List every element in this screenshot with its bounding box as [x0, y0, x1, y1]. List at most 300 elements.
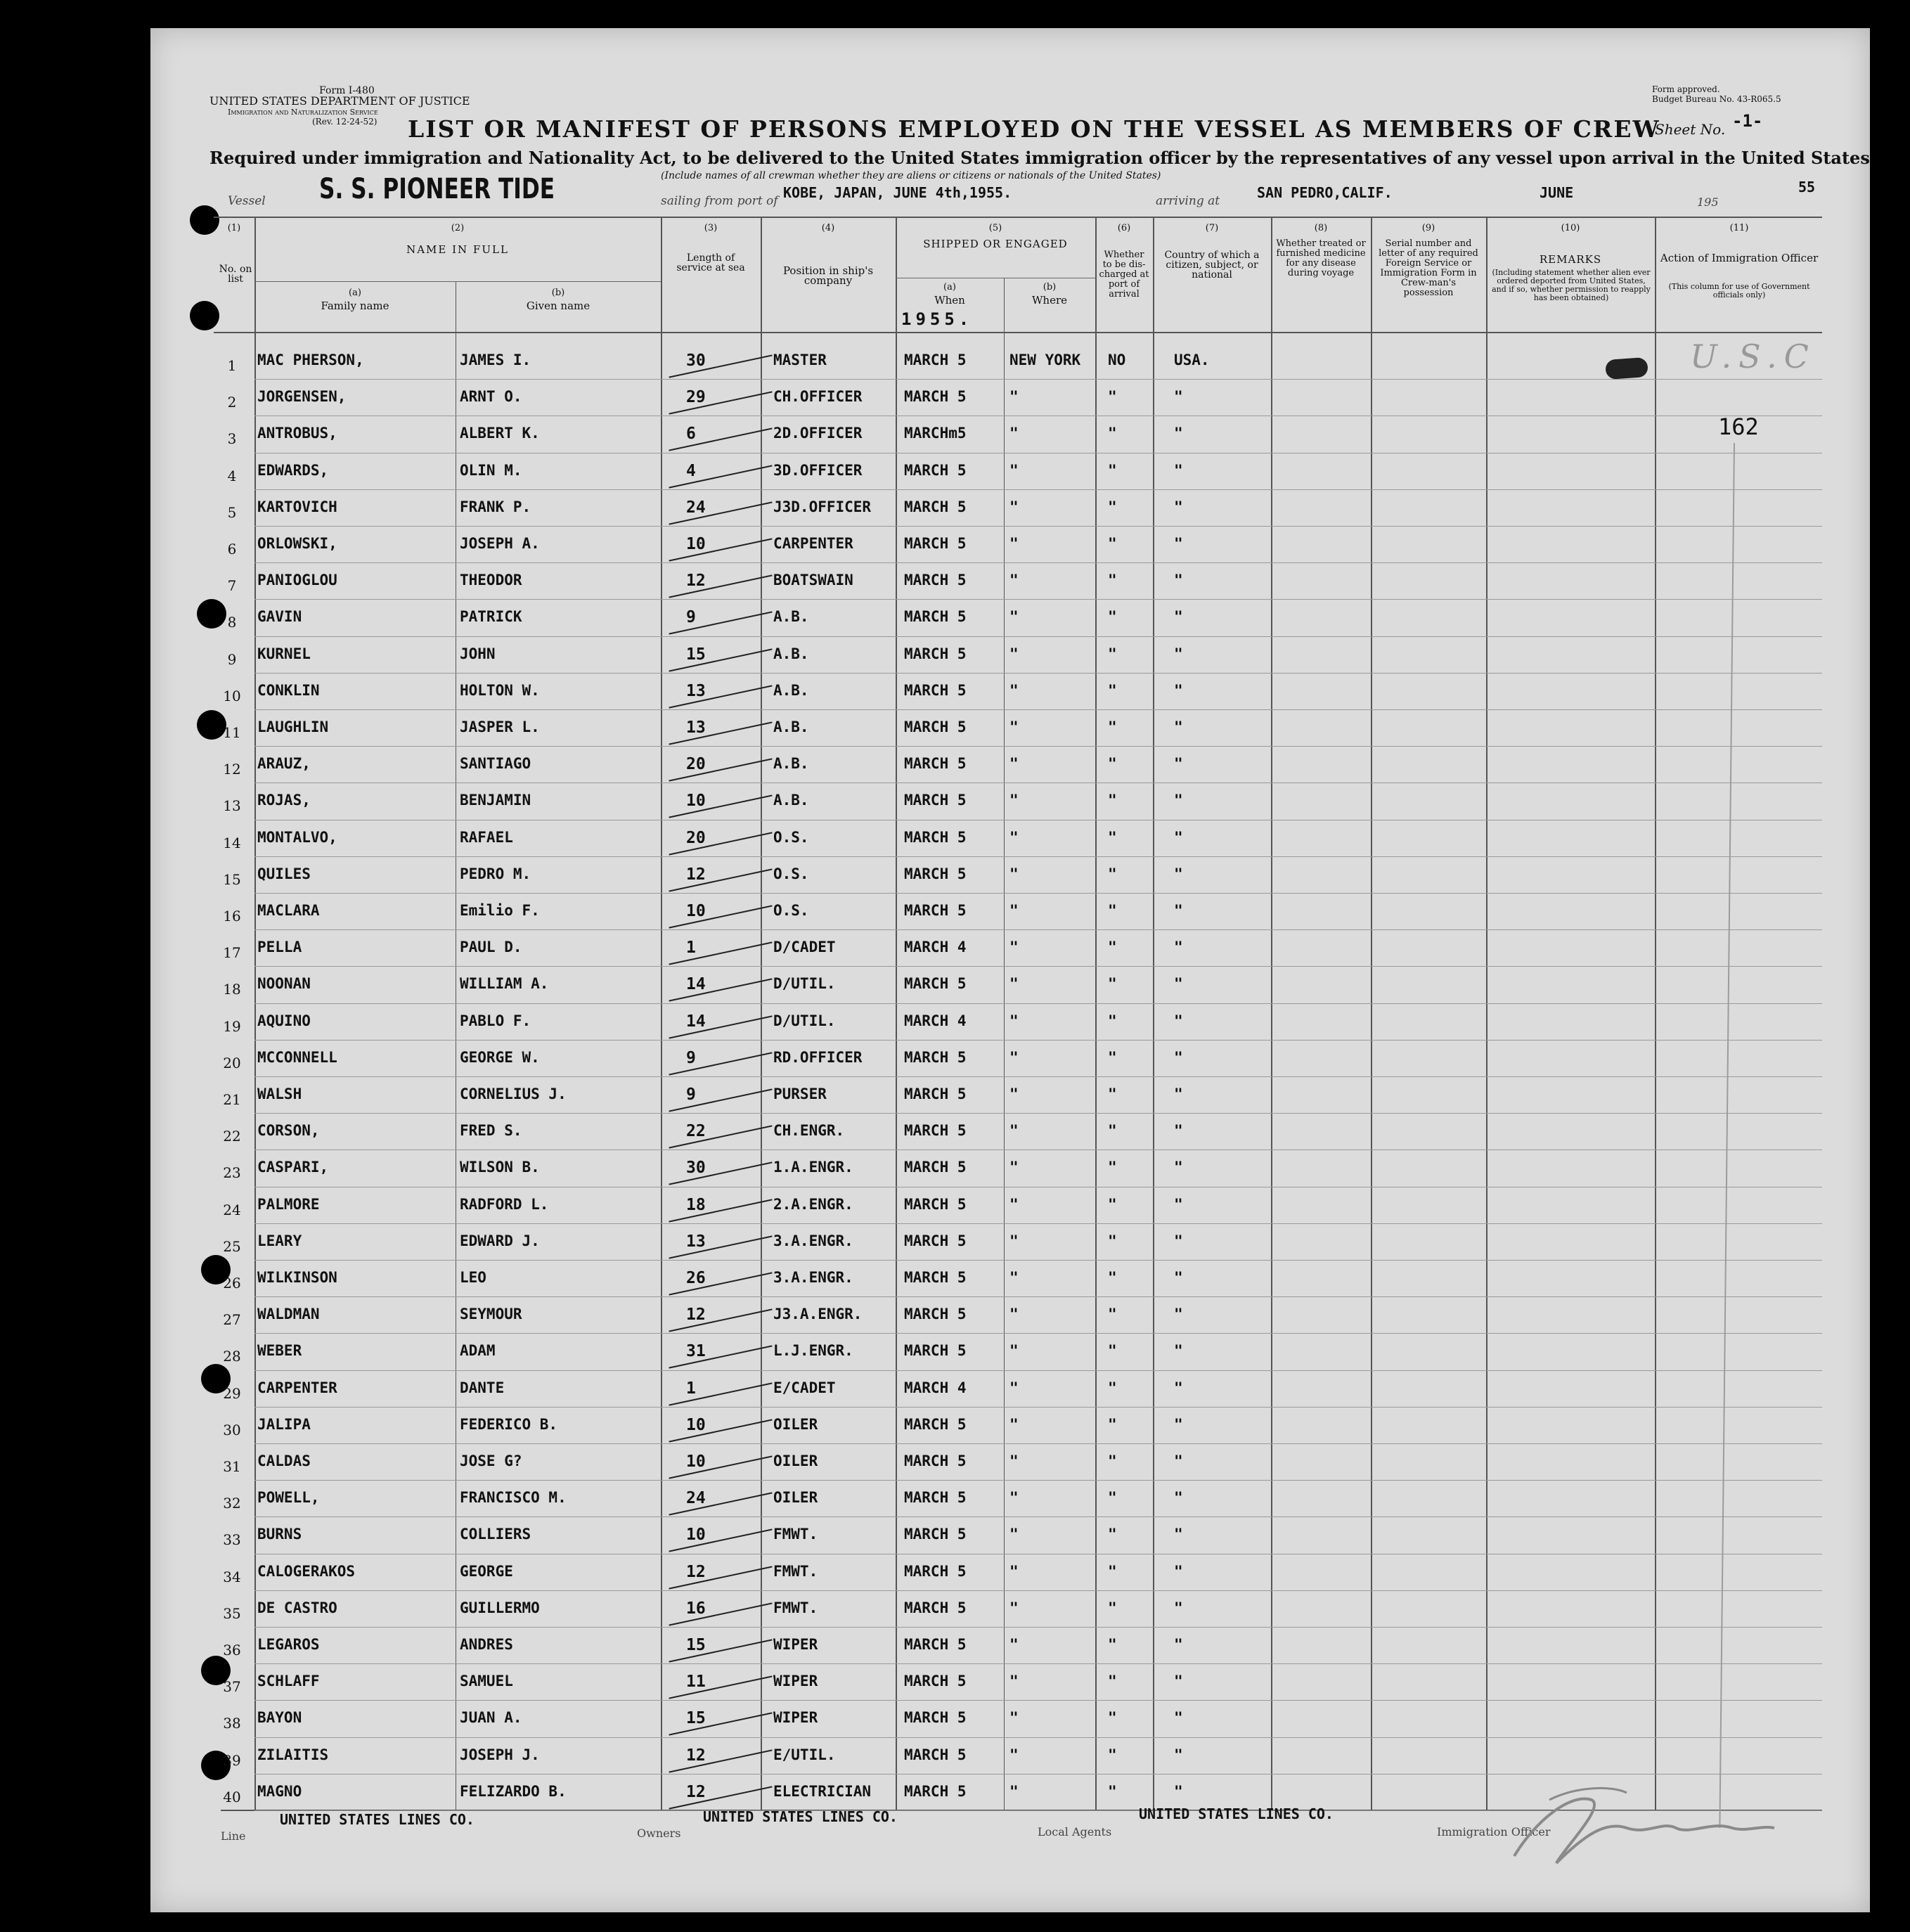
family-name-cell: MACLARA — [257, 902, 320, 919]
row-number: 26 — [223, 1275, 241, 1292]
length-cell: 10 — [686, 1526, 706, 1545]
row-number: 13 — [223, 797, 241, 815]
row-number: 22 — [223, 1128, 241, 1145]
country-cell: " — [1174, 388, 1183, 406]
family-name-cell: WILKINSON — [257, 1269, 337, 1286]
position-cell: OILER — [773, 1453, 818, 1469]
country-cell: " — [1174, 1195, 1183, 1213]
position-cell: D/CADET — [773, 939, 836, 956]
when-cell: MARCH 5 — [904, 1709, 967, 1727]
col-header-action: Action of Immigration Officer — [1660, 252, 1819, 264]
discharged-cell: " — [1108, 1746, 1117, 1763]
where-cell: " — [1009, 792, 1019, 809]
when-cell: MARCH 5 — [904, 1048, 967, 1066]
col-header-given-b: (b) — [551, 288, 565, 298]
department: UNITED STATES DEPARTMENT OF JUSTICE — [209, 94, 470, 108]
row-number: 15 — [223, 870, 241, 888]
position-cell: A.B. — [773, 719, 809, 735]
length-cell: 4 — [686, 461, 696, 480]
service: Immigration and Naturalization Service — [228, 108, 378, 117]
when-cell: MARCH 5 — [904, 1453, 967, 1469]
country-cell: " — [1174, 1269, 1183, 1286]
col-header-7: (7) — [1205, 223, 1219, 233]
col-header-position: Position in ship's company — [782, 264, 874, 287]
row-number: 12 — [223, 761, 241, 778]
when-cell: MARCH 5 — [904, 388, 967, 406]
given-name-cell: JOSEPH J. — [460, 1746, 540, 1763]
given-name-cell: WILSON B. — [460, 1159, 540, 1176]
when-cell: MARCH 5 — [904, 1195, 967, 1213]
ink-blot — [1605, 357, 1648, 380]
row-number: 30 — [223, 1421, 241, 1438]
length-cell: 12 — [686, 1306, 706, 1325]
row-number: 28 — [223, 1348, 241, 1365]
discharged-cell: " — [1108, 828, 1117, 846]
given-name-cell: FRANK P. — [460, 498, 531, 515]
tick-mark — [669, 1529, 772, 1552]
table-row — [150, 1738, 1870, 1775]
position-cell: FMWT. — [773, 1526, 818, 1543]
family-name-cell: MCCONNELL — [257, 1048, 337, 1066]
discharged-cell: " — [1108, 939, 1117, 956]
table-row — [150, 1077, 1870, 1114]
row-number: 1 — [227, 357, 237, 374]
given-name-cell: PAUL D. — [460, 939, 522, 956]
country-cell: " — [1174, 645, 1183, 662]
when-cell: MARCH 5 — [904, 1306, 967, 1323]
position-cell: MASTER — [773, 352, 827, 368]
where-cell: " — [1009, 1122, 1019, 1140]
tick-mark — [669, 428, 772, 451]
row-number: 17 — [223, 944, 241, 962]
when-cell: MARCH 5 — [904, 645, 967, 662]
discharged-cell: " — [1108, 1709, 1117, 1727]
officer-signature — [1486, 1779, 1781, 1870]
country-cell: " — [1174, 1489, 1183, 1507]
tick-mark — [669, 1052, 772, 1075]
table-row — [150, 1041, 1870, 1077]
when-cell: MARCH 5 — [904, 975, 967, 993]
when-cell: MARCH 5 — [904, 1636, 967, 1653]
table-row — [150, 1591, 1870, 1628]
tick-mark — [669, 575, 772, 598]
position-cell: O.S. — [773, 865, 809, 882]
tick-mark — [669, 1199, 772, 1222]
family-name-cell: CONKLIN — [257, 681, 320, 699]
discharged-cell: " — [1108, 1159, 1117, 1176]
family-name-cell: ANTROBUS, — [257, 425, 337, 442]
where-cell: " — [1009, 1599, 1019, 1616]
family-name-cell: GAVIN — [257, 608, 302, 626]
when-cell: MARCH 5 — [904, 535, 967, 552]
length-cell: 9 — [686, 1048, 696, 1067]
position-cell: D/UTIL. — [773, 1012, 836, 1029]
when-cell: MARCH 4 — [904, 1379, 967, 1396]
length-cell: 6 — [686, 425, 696, 444]
tick-mark — [669, 1676, 772, 1699]
family-name-cell: SCHLAFF — [257, 1673, 320, 1690]
length-cell: 1 — [686, 1379, 696, 1398]
form-approved: Form approved. — [1652, 84, 1720, 94]
table-row — [150, 930, 1870, 967]
when-cell: MARCH 5 — [904, 1673, 967, 1690]
where-cell: " — [1009, 461, 1019, 479]
discharged-cell: " — [1108, 498, 1117, 515]
family-name-cell: CALOGERAKOS — [257, 1562, 356, 1580]
family-name-cell: JALIPA — [257, 1415, 311, 1433]
punch-hole — [190, 301, 219, 330]
row-number: 10 — [223, 687, 241, 704]
position-cell: CH.ENGR. — [773, 1122, 845, 1140]
where-cell: " — [1009, 681, 1019, 699]
table-row — [150, 857, 1870, 894]
given-name-cell: BENJAMIN — [460, 792, 531, 809]
country-cell: " — [1174, 1415, 1183, 1433]
length-cell: 22 — [686, 1122, 706, 1141]
table-row — [150, 600, 1870, 636]
tick-mark — [669, 1493, 772, 1516]
where-cell: " — [1009, 1306, 1019, 1323]
position-cell: OILER — [773, 1415, 818, 1433]
row-number: 16 — [223, 908, 241, 925]
given-name-cell: RADFORD L. — [460, 1195, 549, 1213]
family-name-cell: QUILES — [257, 865, 311, 882]
country-cell: " — [1174, 1306, 1183, 1323]
country-cell: " — [1174, 681, 1183, 699]
table-row — [150, 1517, 1870, 1554]
tick-mark — [669, 1419, 772, 1442]
where-cell: " — [1009, 535, 1019, 552]
tick-mark — [669, 1602, 772, 1625]
usc-annotation: U.S.C — [1690, 337, 1816, 375]
given-name-cell: RAFAEL — [460, 828, 513, 846]
position-cell: OILER — [773, 1489, 818, 1507]
table-row — [150, 674, 1870, 710]
where-cell: " — [1009, 1709, 1019, 1727]
where-cell: " — [1009, 1746, 1019, 1763]
given-name-cell: THEODOR — [460, 572, 522, 589]
given-name-cell: WILLIAM A. — [460, 975, 549, 993]
position-cell: A.B. — [773, 755, 809, 773]
table-row — [150, 527, 1870, 563]
include-note: (Include names of all crewman whether they are aliens or citizens or nationals of the United States) — [661, 170, 1161, 181]
country-cell: " — [1174, 939, 1183, 956]
row-number: 5 — [227, 503, 237, 521]
agents-value: UNITED STATES LINES CO. — [1139, 1805, 1334, 1822]
position-cell: A.B. — [773, 645, 809, 662]
position-cell: A.B. — [773, 792, 809, 809]
family-name-cell: WEBER — [257, 1342, 302, 1360]
family-name-cell: ARAUZ, — [257, 755, 311, 773]
where-cell: " — [1009, 388, 1019, 406]
where-cell: " — [1009, 1636, 1019, 1653]
col-header-remarks-note: (Including statement whether alien ever ordered deported from United States, and if so, whether permission to reapply has been obtained) — [1492, 268, 1651, 302]
discharged-cell: " — [1108, 1415, 1117, 1433]
table-row — [150, 1261, 1870, 1297]
family-name-cell: LEARY — [257, 1232, 302, 1249]
row-number: 8 — [227, 614, 237, 631]
length-cell: 11 — [686, 1673, 706, 1692]
col-header-2: (2) — [451, 223, 465, 233]
tick-mark — [669, 465, 772, 488]
discharged-cell: " — [1108, 1012, 1117, 1029]
position-cell: ELECTRICIAN — [773, 1782, 872, 1800]
position-cell: RD.OFFICER — [773, 1048, 863, 1066]
where-cell: " — [1009, 1489, 1019, 1507]
length-cell: 10 — [686, 1453, 706, 1471]
discharged-cell: " — [1108, 902, 1117, 919]
table-row — [150, 783, 1870, 820]
discharged-cell: " — [1108, 572, 1117, 589]
position-cell: J3D.OFFICER — [773, 498, 872, 515]
family-name-cell: PELLA — [257, 939, 302, 956]
owners-value: UNITED STATES LINES CO. — [703, 1808, 898, 1825]
col-header-name: NAME IN FULL — [406, 243, 509, 256]
count-annotation: 162 — [1718, 413, 1759, 440]
where-cell: " — [1009, 498, 1019, 515]
discharged-cell: " — [1108, 608, 1117, 626]
given-name-cell: GEORGE W. — [460, 1048, 540, 1066]
table-top-rule — [214, 217, 1822, 218]
discharged-cell: " — [1108, 1379, 1117, 1396]
col-header-5: (5) — [988, 223, 1002, 233]
agents-label: Local Agents — [1038, 1825, 1112, 1838]
where-cell: " — [1009, 719, 1019, 735]
family-name-cell: JORGENSEN, — [257, 388, 347, 406]
tick-mark — [669, 1786, 772, 1809]
position-cell: E/CADET — [773, 1379, 836, 1396]
country-cell: " — [1174, 461, 1183, 479]
country-cell: " — [1174, 1379, 1183, 1396]
col-header-given: Given name — [526, 300, 591, 312]
officer-label: Immigration Officer — [1437, 1825, 1551, 1838]
when-cell: MARCH 5 — [904, 1122, 967, 1140]
length-cell: 1 — [686, 939, 696, 958]
tick-mark — [669, 501, 772, 524]
where-cell: " — [1009, 1782, 1019, 1800]
budget-bureau: Budget Bureau No. 43-R065.5 — [1652, 94, 1781, 104]
row-number: 14 — [223, 834, 241, 851]
country-cell: " — [1174, 1673, 1183, 1690]
table-row — [150, 1114, 1870, 1150]
position-cell: A.B. — [773, 608, 809, 626]
where-cell: " — [1009, 755, 1019, 773]
discharged-cell: " — [1108, 1599, 1117, 1616]
tick-mark — [669, 612, 772, 635]
tick-mark — [669, 1382, 772, 1405]
given-name-cell: JASPER L. — [460, 719, 540, 735]
when-cell: MARCH 5 — [904, 792, 967, 809]
tick-mark — [669, 759, 772, 782]
tick-mark — [669, 392, 772, 415]
when-cell: MARCH 5 — [904, 1342, 967, 1360]
row-number: 20 — [223, 1054, 241, 1071]
col-header-where-b: (b) — [1043, 282, 1057, 292]
country-cell: " — [1174, 1746, 1183, 1763]
position-cell: WIPER — [773, 1636, 818, 1653]
length-cell: 14 — [686, 975, 706, 994]
family-name-cell: BURNS — [257, 1526, 302, 1543]
col-header-8: (8) — [1314, 223, 1328, 233]
col-header-shipped: SHIPPED OR ENGAGED — [923, 238, 1068, 250]
col-header-1: (1) — [227, 223, 241, 233]
table-row — [150, 1224, 1870, 1261]
given-name-cell: FEDERICO B. — [460, 1415, 558, 1433]
length-cell: 13 — [686, 681, 706, 700]
table-row — [150, 1297, 1870, 1334]
position-cell: 1.A.ENGR. — [773, 1159, 853, 1176]
country-cell: " — [1174, 1636, 1183, 1653]
discharged-cell: NO — [1108, 352, 1126, 368]
position-cell: 2D.OFFICER — [773, 425, 863, 442]
given-name-cell: GUILLERMO — [460, 1599, 540, 1616]
row-number: 27 — [223, 1311, 241, 1329]
when-cell: MARCH 5 — [904, 719, 967, 735]
arriving-label: arriving at — [1156, 194, 1220, 208]
line-label: Line — [221, 1829, 246, 1843]
when-cell: MARCH 5 — [904, 681, 967, 699]
country-cell: " — [1174, 975, 1183, 993]
country-cell: " — [1174, 1526, 1183, 1543]
table-row — [150, 490, 1870, 527]
discharged-cell: " — [1108, 1453, 1117, 1469]
length-cell: 13 — [686, 719, 706, 737]
length-cell: 13 — [686, 1232, 706, 1251]
given-name-cell: JAMES I. — [460, 352, 531, 368]
table-row — [150, 1481, 1870, 1517]
discharged-cell: " — [1108, 1269, 1117, 1286]
when-cell: MARCH 5 — [904, 1562, 967, 1580]
discharged-cell: " — [1108, 792, 1117, 809]
when-cell: MARCH 5 — [904, 828, 967, 846]
sheet-number: -1- — [1732, 111, 1763, 131]
form-title: LIST OR MANIFEST OF PERSONS EMPLOYED ON THE VESSEL AS MEMBERS OF CREW — [408, 115, 1660, 143]
manifest-sheet — [150, 28, 1870, 1912]
given-name-cell: JOSE G? — [460, 1453, 522, 1469]
length-cell: 15 — [686, 1709, 706, 1728]
tick-mark — [669, 1088, 772, 1112]
length-cell: 12 — [686, 1746, 706, 1765]
family-name-cell: DE CASTRO — [257, 1599, 337, 1616]
family-name-cell: BAYON — [257, 1709, 302, 1727]
country-cell: " — [1174, 425, 1183, 442]
col-header-10: (10) — [1561, 223, 1580, 233]
col-header-family: Family name — [321, 300, 389, 312]
where-cell: " — [1009, 1012, 1019, 1029]
given-name-cell: DANTE — [460, 1379, 505, 1396]
when-cell: MARCH 5 — [904, 1782, 967, 1800]
row-number: 4 — [227, 467, 237, 484]
where-cell: " — [1009, 1048, 1019, 1066]
when-cell: MARCHm5 — [904, 425, 967, 442]
row-number: 29 — [223, 1384, 241, 1402]
tick-mark — [669, 1235, 772, 1258]
where-cell: " — [1009, 1526, 1019, 1543]
row-number: 32 — [223, 1495, 241, 1512]
country-cell: USA. — [1174, 352, 1210, 368]
col-header-country: Country of which a citizen, subject, or national — [1164, 250, 1260, 281]
row-number: 6 — [227, 541, 237, 558]
given-name-cell: JOHN — [460, 645, 496, 662]
when-cell: MARCH 5 — [904, 1599, 967, 1616]
table-row — [150, 1371, 1870, 1408]
given-name-cell: JUAN A. — [460, 1709, 522, 1727]
tick-mark — [669, 942, 772, 965]
family-name-cell: KARTOVICH — [257, 498, 337, 515]
discharged-cell: " — [1108, 1526, 1117, 1543]
tick-mark — [669, 1346, 772, 1369]
given-name-cell: SANTIAGO — [460, 755, 531, 773]
country-cell: " — [1174, 1599, 1183, 1616]
discharged-cell: " — [1108, 1673, 1117, 1690]
col-header-length: Length of service at sea — [676, 252, 745, 273]
position-cell: 3D.OFFICER — [773, 461, 863, 479]
year-prefix: 195 — [1697, 195, 1719, 209]
country-cell: " — [1174, 608, 1183, 626]
family-name-cell: WALDMAN — [257, 1306, 320, 1323]
where-cell: " — [1009, 1086, 1019, 1102]
family-name-cell: LAUGHLIN — [257, 719, 329, 735]
given-name-cell: COLLIERS — [460, 1526, 531, 1543]
family-name-cell: MAC PHERSON, — [257, 352, 364, 368]
table-row — [150, 1334, 1870, 1370]
form-subtitle: Required under immigration and Nationality Act, to be delivered to the United States immigration officer by the representatives of any vessel upon arrival in the United States — [209, 148, 1870, 168]
given-name-cell: LEO — [460, 1269, 486, 1286]
where-cell: " — [1009, 1195, 1019, 1213]
row-number: 39 — [223, 1751, 241, 1769]
when-cell: MARCH 5 — [904, 1526, 967, 1543]
owners-label: Owners — [637, 1827, 681, 1840]
length-cell: 15 — [686, 1636, 706, 1654]
discharged-cell: " — [1108, 719, 1117, 735]
arrival-month: JUNE — [1540, 184, 1574, 201]
country-cell: " — [1174, 755, 1183, 773]
discharged-cell: " — [1108, 755, 1117, 773]
discharged-cell: " — [1108, 461, 1117, 479]
col-header-discharged: Whether to be dis-charged at port of arrival — [1099, 250, 1149, 300]
tick-mark — [669, 1162, 772, 1185]
position-cell: BOATSWAIN — [773, 572, 853, 589]
discharged-cell: " — [1108, 535, 1117, 552]
length-cell: 24 — [686, 498, 706, 517]
tick-mark — [669, 1639, 772, 1662]
where-cell: " — [1009, 1342, 1019, 1360]
family-name-cell: ORLOWSKI, — [257, 535, 337, 552]
position-cell: FMWT. — [773, 1562, 818, 1580]
length-cell: 9 — [686, 1086, 696, 1104]
row-number: 40 — [223, 1788, 241, 1805]
when-cell: MARCH 5 — [904, 902, 967, 919]
where-cell: " — [1009, 1232, 1019, 1249]
length-cell: 12 — [686, 1782, 706, 1801]
length-cell: 10 — [686, 792, 706, 811]
given-name-cell: PATRICK — [460, 608, 522, 626]
table-row — [150, 637, 1870, 674]
form-number: Form I-480 — [319, 85, 375, 96]
position-cell: 3.A.ENGR. — [773, 1232, 853, 1249]
family-name-cell: KURNEL — [257, 645, 311, 662]
given-name-cell: ARNT O. — [460, 388, 522, 406]
row-number: 7 — [227, 577, 237, 595]
row-number: 36 — [223, 1642, 241, 1659]
family-name-cell: LEGAROS — [257, 1636, 320, 1653]
given-name-cell: EDWARD J. — [460, 1232, 540, 1249]
where-cell: " — [1009, 1379, 1019, 1396]
table-row — [150, 563, 1870, 600]
tick-mark — [669, 1309, 772, 1332]
length-cell: 10 — [686, 535, 706, 553]
family-name-cell: MONTALVO, — [257, 828, 337, 846]
